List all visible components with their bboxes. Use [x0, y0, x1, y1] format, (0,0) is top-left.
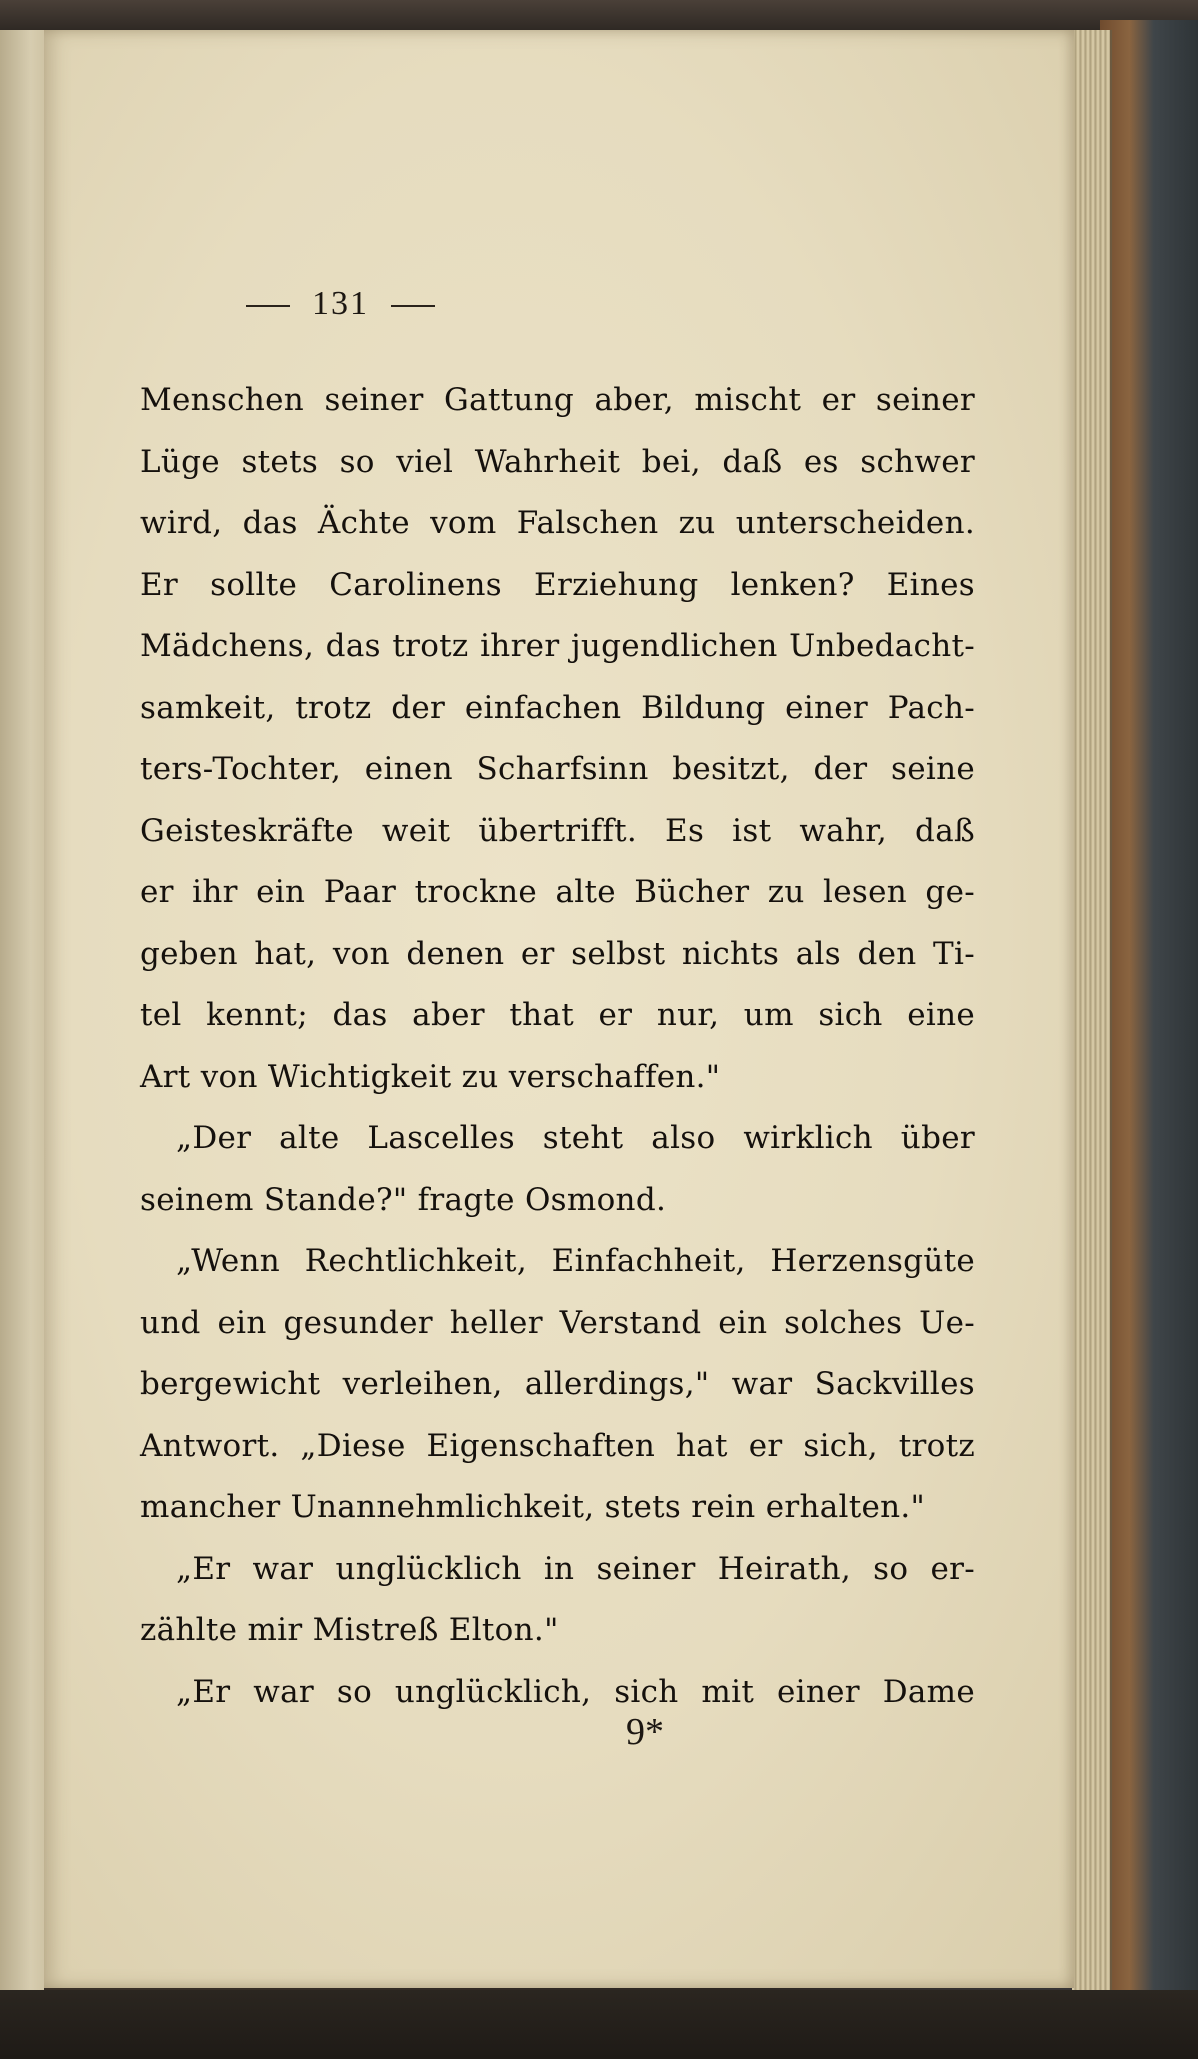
text-line: seinem Stande?" fragte Osmond. [140, 1181, 667, 1218]
text-line: Antwort. „Diese Eigenschaften hat er sich, trotz [140, 1427, 975, 1464]
page-number-dash-left [246, 305, 290, 307]
text-line: Art von Wichtigkeit zu verschaffen." [140, 1058, 721, 1095]
text-line: wird, das Ächte vom Falschen zu unterscheiden. [140, 505, 975, 541]
text-line: „Der alte Lascelles steht also wirklich über [176, 1120, 975, 1156]
book-cover-bottom [0, 1990, 1198, 2059]
text-line: zählte mir Mistreß Elton." [140, 1612, 559, 1648]
text-line: tel kennt; das aber that er nur, um sich eine [140, 997, 975, 1033]
page-number-dash-right [391, 305, 435, 307]
page-number [44, 285, 1074, 323]
text-line: Lüge stets so viel Wahrheit bei, daß es schwer [140, 443, 975, 480]
text-line: „Wenn Rechtlichkeit, Einfachheit, Herzensgüte [176, 1243, 975, 1279]
text-line: ters-Tochter, einen Scharfsinn besitzt, der seine [140, 751, 975, 787]
book-cover-top [0, 0, 1198, 30]
body-text [140, 370, 975, 1723]
text-line: „Er war so unglücklich, sich mit einer Dame [176, 1673, 975, 1710]
page-edges [1072, 30, 1112, 1990]
text-line: Er sollte Carolinens Erziehung lenken? Eines [140, 566, 975, 603]
text-line: Mädchens, das trotz ihrer jugendlichen Unbedacht- [140, 628, 975, 664]
book-gutter [0, 30, 44, 1990]
text-line: „Er war unglücklich in seiner Heirath, so er- [176, 1550, 975, 1587]
text-line: bergewicht verleihen, allerdings," war Sackvilles [140, 1366, 975, 1402]
text-line: geben hat, von denen er selbst nichts als den Ti- [140, 935, 975, 972]
book-cover-right [1100, 20, 1198, 2030]
text-line: und ein gesunder heller Verstand ein solches Ue- [140, 1304, 975, 1341]
text-line: Menschen seiner Gattung aber, mischt er seiner [140, 382, 975, 418]
text-line: samkeit, trotz der einfachen Bildung einer Pach- [140, 689, 975, 726]
book-page [44, 30, 1074, 1988]
page-number-value: 131 [312, 285, 369, 322]
text-line: er ihr ein Paar trockne alte Bücher zu lesen ge- [140, 874, 975, 910]
text-line: mancher Unannehmlichkeit, stets rein erhalten." [140, 1489, 926, 1525]
text-line: Geisteskräfte weit übertrifft. Es ist wahr, daß [140, 812, 975, 849]
printer-signature-mark: 9* [626, 1711, 664, 1753]
